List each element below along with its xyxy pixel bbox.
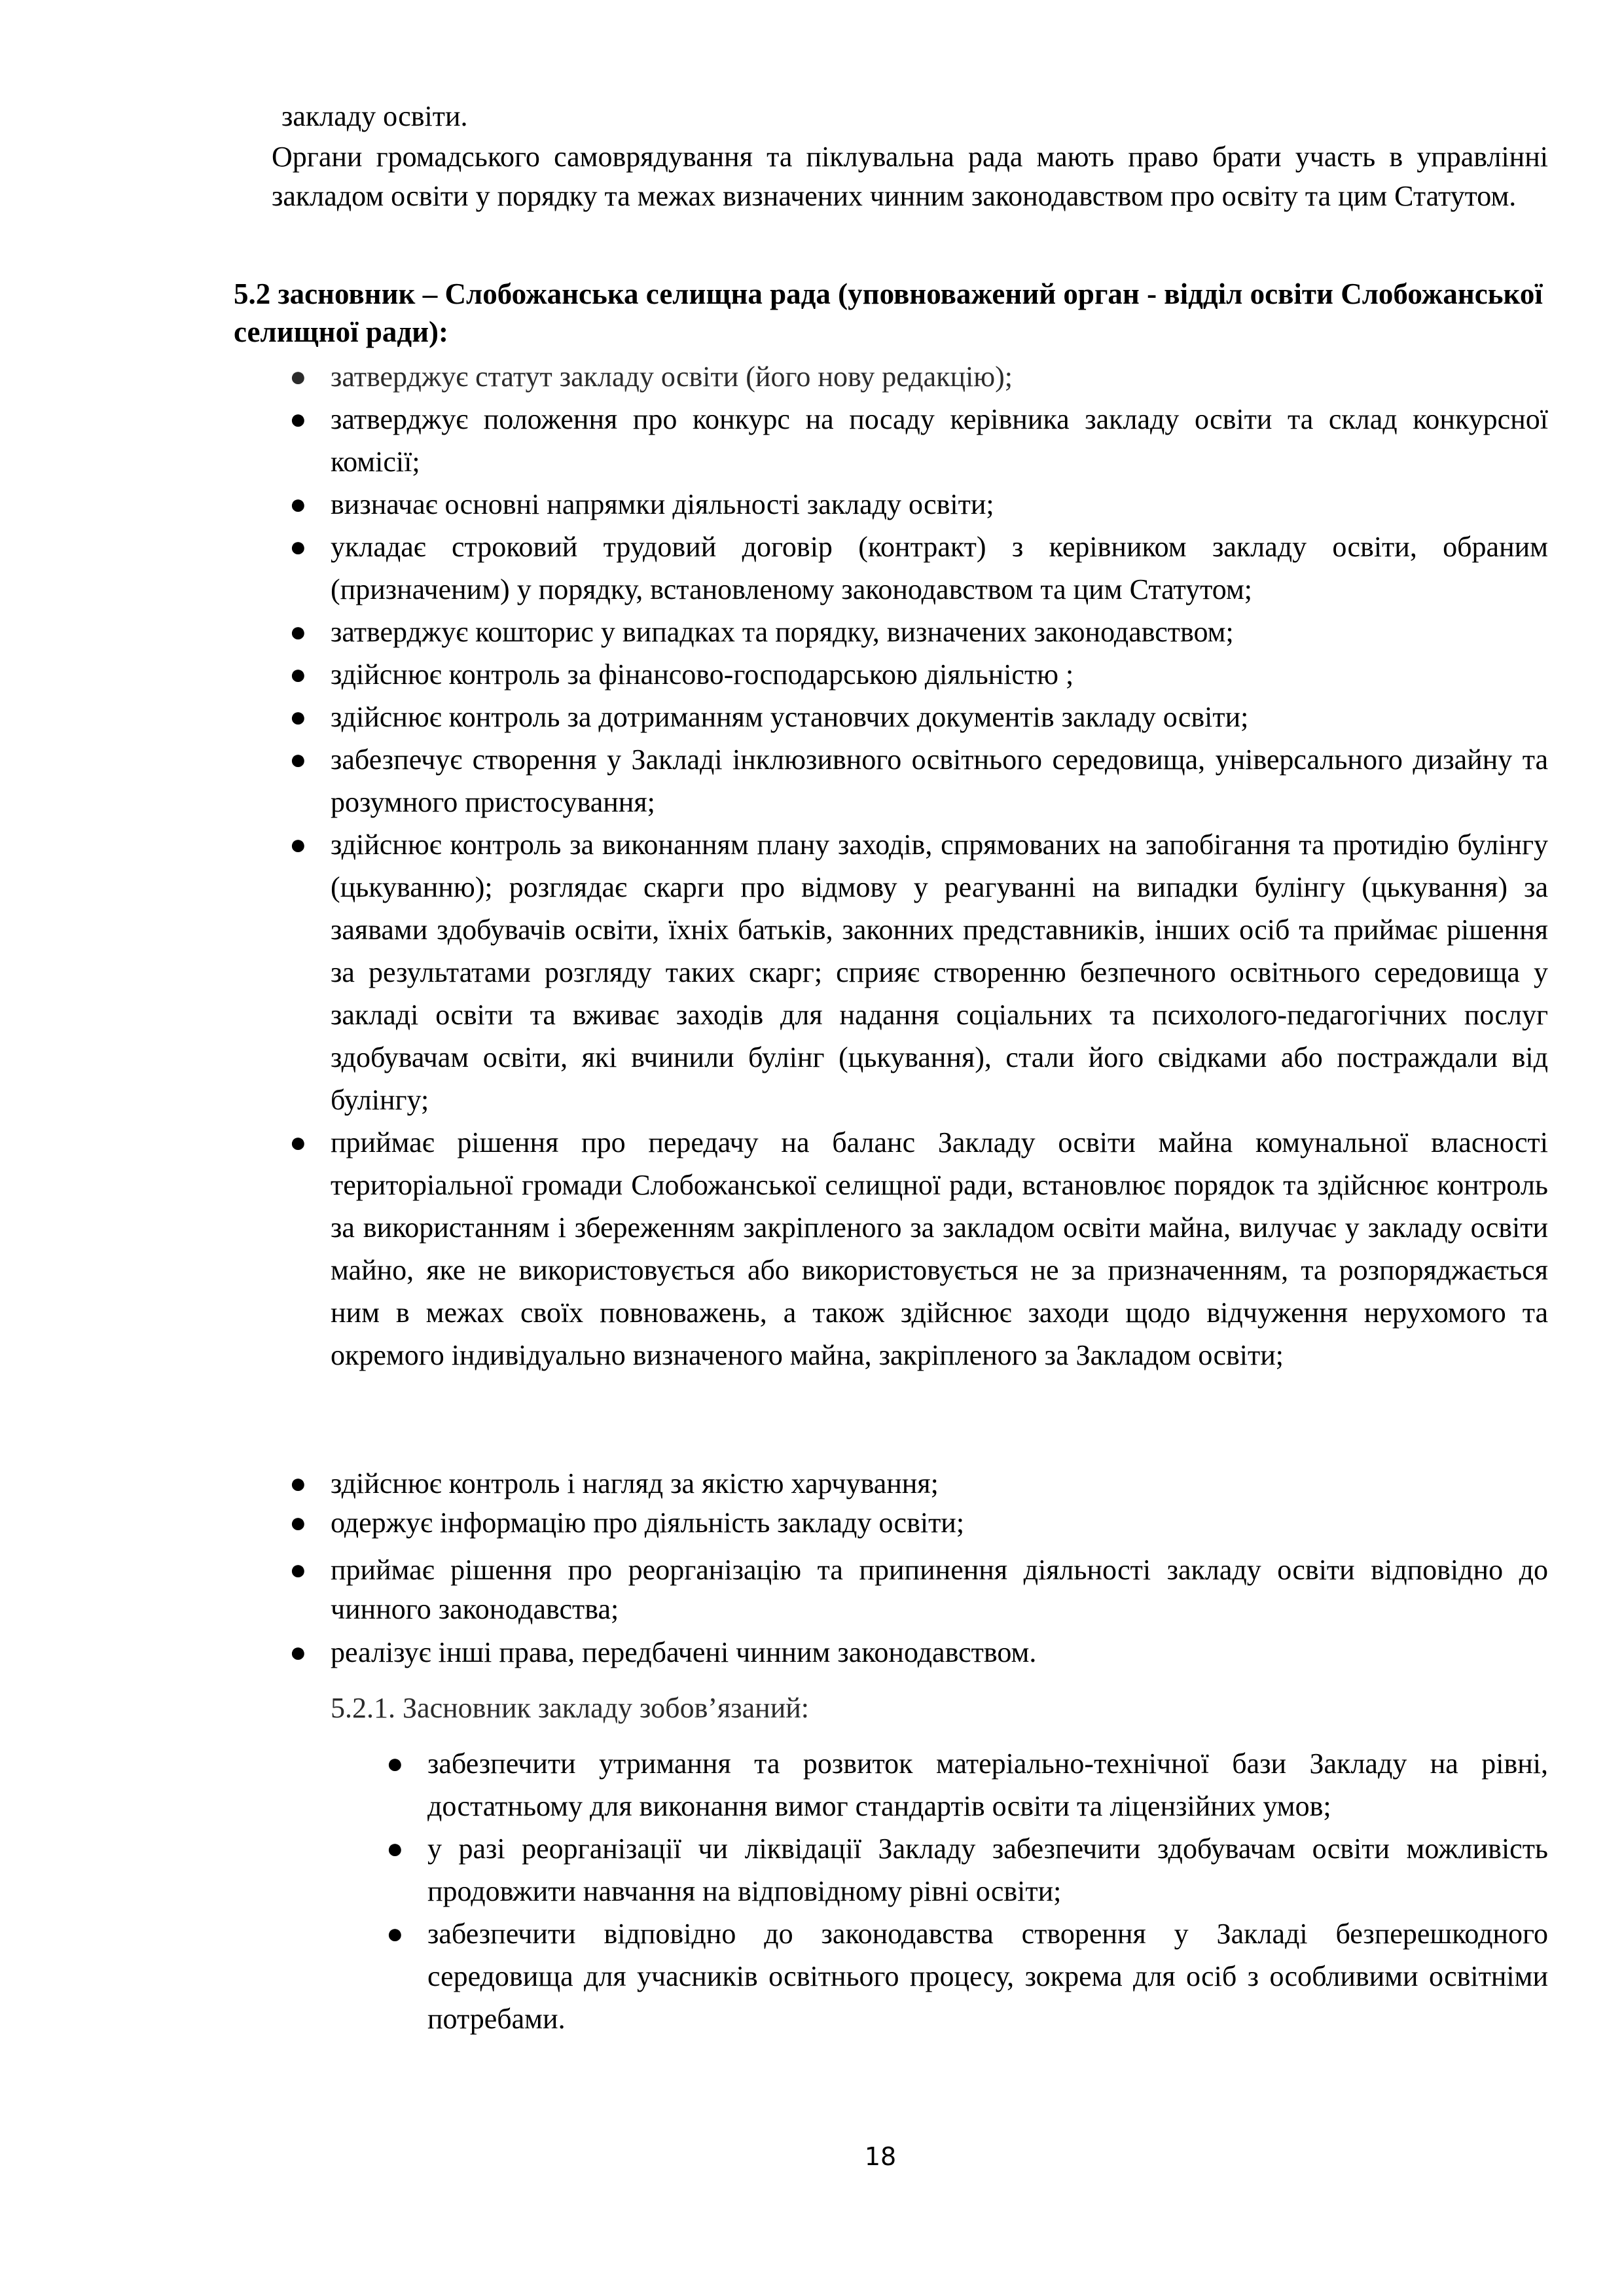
list-item-text: укладає строковий трудовий договір (контракт) з керівником закладу освіти, обраним (призначеним) у порядку, встановленому законодавством та цим Статутом; <box>331 531 1548 605</box>
section-list-tail-block <box>289 1464 1548 1672</box>
list-item-text: здійснює контроль і нагляд за якістю харчування; <box>331 1467 939 1499</box>
subsection-bullet-list <box>386 1742 1548 2040</box>
bullet-icon: ● <box>289 658 307 691</box>
bullet-icon: ● <box>289 1636 307 1668</box>
list-item-text: забезпечити утримання та розвиток матеріально-технічної бази Закладу на рівні, достатньому для виконання вимог стандартів освіти та ліцензійних умов; <box>427 1748 1548 1822</box>
section-heading-block <box>234 275 1549 351</box>
list-item <box>289 738 1548 823</box>
list-item <box>289 483 1548 526</box>
list-item <box>289 653 1548 696</box>
list-item <box>289 1121 1548 1376</box>
bullet-icon: ● <box>289 1467 307 1499</box>
list-item <box>289 526 1548 611</box>
bullet-icon: ● <box>289 829 307 861</box>
intro-continuation: закладу освіти. <box>281 100 468 132</box>
bullet-icon: ● <box>289 701 307 733</box>
list-item <box>289 696 1548 738</box>
section-bullet-list <box>289 355 1548 1376</box>
list-item-text: забезпечити відповідно до законодавства створення у Закладі безперешкодного середовища для учасників освітнього процесу, зокрема для осіб з особливими освітніми потребами. <box>427 1918 1548 2035</box>
list-item <box>289 611 1548 653</box>
list-item <box>289 398 1548 483</box>
bullet-icon: ● <box>289 531 307 563</box>
list-item-text: затверджує положення про конкурс на посаду керівника закладу освіти та склад конкурсної комісії; <box>331 403 1548 478</box>
list-item-text: здійснює контроль за дотриманням установчих документів закладу освіти; <box>331 701 1249 733</box>
bullet-icon: ● <box>289 1507 307 1539</box>
section-bullet-list-tail <box>289 1464 1548 1672</box>
list-item-text: визначає основні напрямки діяльності закладу освіти; <box>331 488 994 520</box>
bullet-icon: ● <box>289 744 307 776</box>
bullet-icon: ● <box>289 1126 307 1158</box>
list-item-text: одержує інформацію про діяльність закладу освіти; <box>331 1507 965 1539</box>
bullet-icon: ● <box>386 1748 404 1780</box>
list-item-text: затверджує кошторис у випадках та порядку, визначених законодавством; <box>331 616 1234 648</box>
bullet-icon: ● <box>289 361 307 393</box>
list-item <box>289 1551 1548 1629</box>
list-item-text: приймає рішення про реорганізацію та припинення діяльності закладу освіти відповідно до чинного законодавства; <box>331 1554 1548 1625</box>
intro-block <box>272 97 1548 216</box>
list-item <box>289 1464 1548 1503</box>
list-item-text: реалізує інші права, передбачені чинним законодавством. <box>331 1636 1037 1668</box>
list-item <box>386 1827 1548 1912</box>
bullet-icon: ● <box>386 1833 404 1865</box>
page-number: 18 <box>864 2142 897 2171</box>
section-heading: 5.2 засновник – Слобожанська селищна рада (уповноважений орган - відділ освіти Слобожанської селищної ради): <box>234 278 1543 348</box>
list-item-text: у разі реорганізації чи ліквідації Закладу забезпечити здобувачам освіти можливість продовжити навчання на відповідному рівні освіти; <box>427 1833 1548 1907</box>
list-item-text: затверджує статут закладу освіти (його нову редакцію); <box>331 361 1013 393</box>
subsection-list-block <box>386 1742 1548 2040</box>
intro-paragraph: Органи громадського самоврядування та піклувальна рада мають право брати участь в управлінні закладом освіти у порядку та межах визначених чинним законодавством про освіту та цим Статутом. <box>272 141 1548 212</box>
list-item <box>289 823 1548 1121</box>
subsection-heading: 5.2.1. Засновник закладу зобов’язаний: <box>331 1692 810 1724</box>
section-list-block <box>289 355 1548 1376</box>
bullet-icon: ● <box>289 616 307 648</box>
bullet-icon: ● <box>386 1918 404 1950</box>
bullet-icon: ● <box>289 488 307 520</box>
list-item <box>289 1633 1548 1672</box>
list-item-text: здійснює контроль за виконанням плану заходів, спрямованих на запобігання та протидію булінгу (цькуванню); розглядає скарги про відмову у реагуванні на випадки булінгу (цькування) за заявами здобувачів освіти, їхніх батьків, законних представників, інших осіб та приймає рішення за результатами розгляду таких скарг; сприяє створенню безпечного освітнього середовища у закладі освіти та вживає заходів для надання соціальних та психолого-педагогічних послуг здобувачам освіти, які вчинили булінг (цькування), стали його свідками або постраждали від булінгу; <box>331 829 1548 1116</box>
list-item-text: забезпечує створення у Закладі інклюзивного освітнього середовища, універсального дизайну та розумного пристосування; <box>331 744 1548 818</box>
list-item-text: здійснює контроль за фінансово-господарською діяльністю ; <box>331 658 1074 691</box>
list-item <box>289 355 1548 398</box>
list-item <box>289 1503 1548 1543</box>
subsection-heading-block <box>331 1689 1548 1728</box>
list-item <box>386 1742 1548 1827</box>
list-item <box>386 1912 1548 2040</box>
bullet-icon: ● <box>289 1554 307 1586</box>
list-item-text: приймає рішення про передачу на баланс Закладу освіти майна комунальної власності територіальної громади Слобожанської селищної ради, встановлює порядок та здійснює контроль за використанням і збереженням закріпленого за закладом освіти майна, вилучає у закладу освіти майно, яке не використовується або використовується не за призначенням, та розпоряджається ним в межах своїх повноважень, а також здійснює заходи щодо відчуження нерухомого та окремого індивідуально визначеного майна, закріпленого за Закладом освіти; <box>331 1126 1548 1371</box>
bullet-icon: ● <box>289 403 307 435</box>
